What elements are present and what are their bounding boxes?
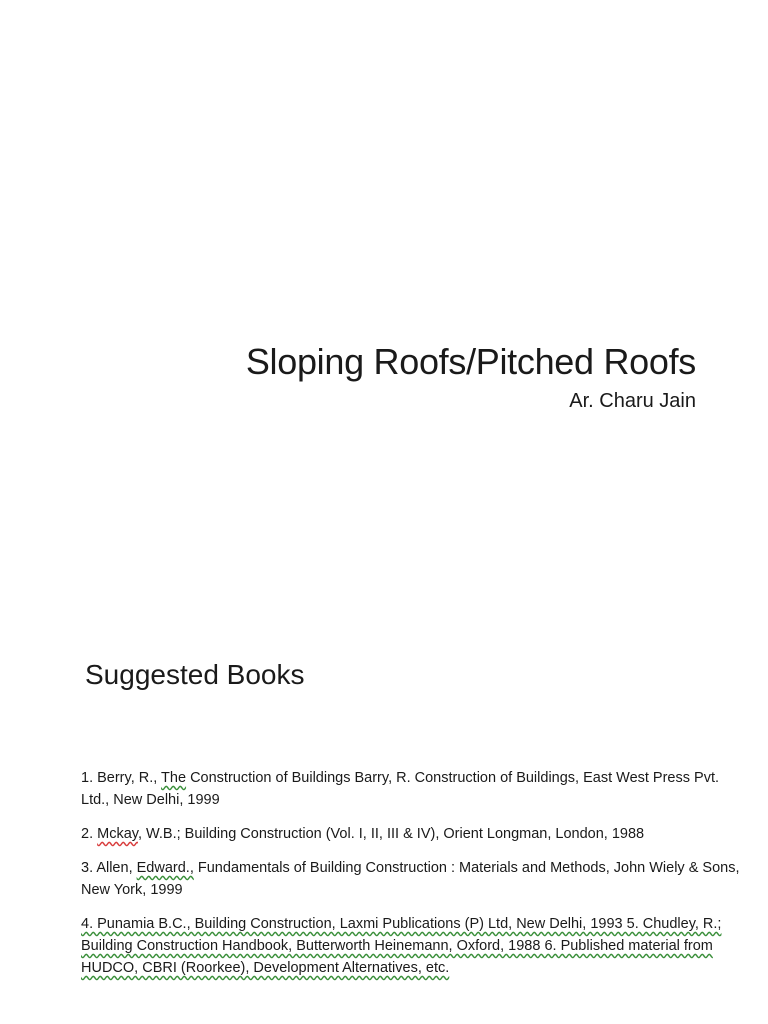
book-item-1 [81,767,751,811]
book-1-after: Construction of Buildings Barry, R. Construction of Buildings, East West Press Pvt. Ltd., New Delhi, 1999 [81,770,720,808]
book-list [81,767,751,991]
book-1-marked: The [161,770,187,786]
book-2-marked: Mckay [97,826,138,842]
book-3-marked: Edward., [136,860,194,876]
book-4-marked: 4. Punamia B.C., Building Construction, Laxmi Publications (P) Ltd, New Delhi, 1993 5. Chudley, R.; Building Construction Handbook, Butterworth Heinemann, Oxford, 1988 6. Published material from HUDCO, CBRI (Roorkee), Development Alternatives, etc. [81,916,722,976]
book-item-2 [81,823,751,845]
author-name: Ar. Charu Jain [569,390,696,413]
book-item-3 [81,857,751,901]
books-heading: Suggested Books [85,659,305,690]
book-item-4 [81,913,751,979]
presentation-title: Sloping Roofs/Pitched Roofs [245,341,696,382]
book-3-before: 3. Allen, [81,860,137,876]
title-block [246,340,696,413]
suggested-books-slide [0,512,768,1024]
book-1-before: 1. Berry, R., [81,770,162,786]
book-2-after: , W.B.; Building Construction (Vol. I, II, III & IV), Orient Longman, London, 1988 [137,826,645,842]
book-2-before: 2. [81,826,98,842]
book-3-after: Fundamentals of Building Construction : Materials and Methods, John Wiely & Sons, New York, 1999 [81,860,740,898]
